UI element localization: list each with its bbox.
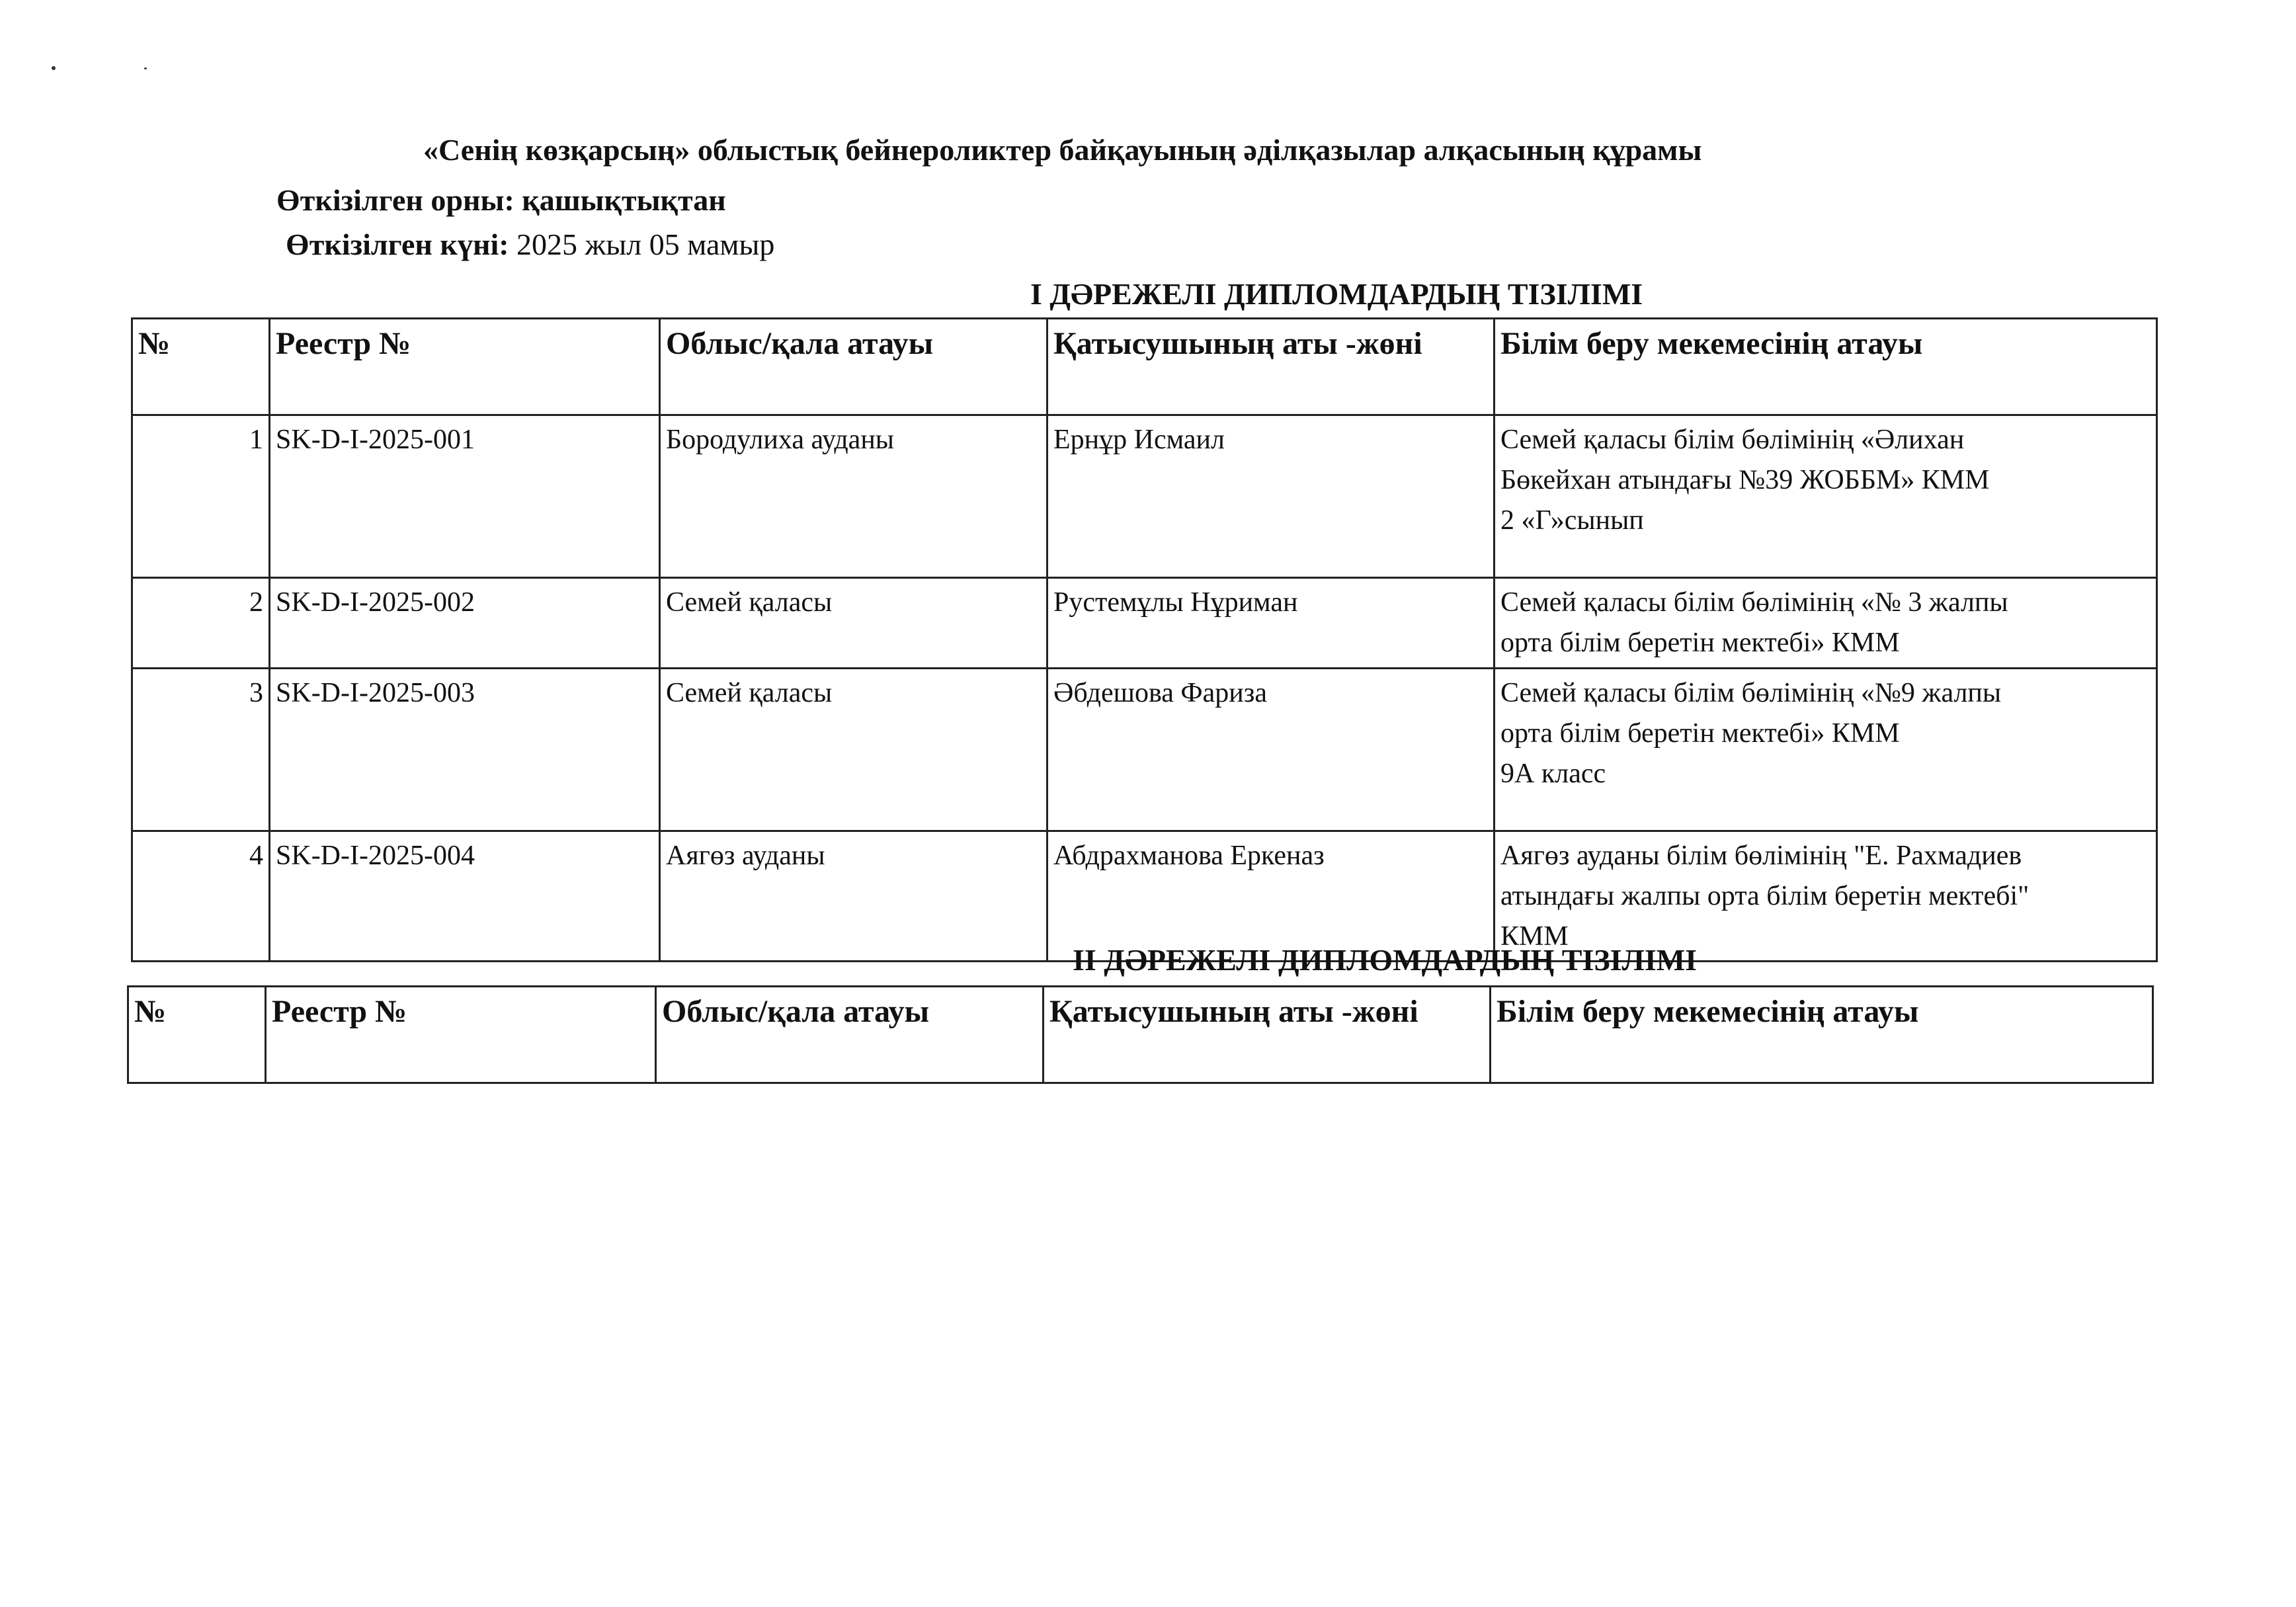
row-number: 2 [132, 578, 270, 669]
institution-line: Семей қаласы білім бөлімінің «№ 3 жалпы [1500, 587, 2008, 618]
institution-line: Семей қаласы білім бөлімінің «Әлихан [1500, 425, 1965, 455]
table-header-row [132, 319, 2157, 415]
row-participant: Абдрахманова Еркеназ [1047, 831, 1495, 962]
venue-value: қашықтықтан [522, 183, 726, 217]
row-registry: SK-D-I-2025-003 [270, 668, 660, 831]
row-region: Бородулиха ауданы [660, 415, 1047, 578]
institution-line: Бөкейхан атындағы №39 ЖОББМ» КММ [1500, 464, 1990, 495]
table-header-row [128, 987, 2153, 1083]
header-region: Облыс/қала атауы [656, 987, 1044, 1083]
header-participant: Қатысушының аты -жөні [1044, 987, 1491, 1083]
row-region: Семей қаласы [660, 578, 1047, 669]
row-region: Аягөз ауданы [660, 831, 1047, 962]
row-registry: SK-D-I-2025-004 [270, 831, 660, 962]
row-registry: SK-D-I-2025-002 [270, 578, 660, 669]
scan-speck [52, 66, 56, 70]
institution-line: Аягөз ауданы білім бөлімінің "Е. Рахмадиев [1500, 840, 2022, 871]
venue-line [276, 183, 726, 218]
row-region: Семей қаласы [660, 668, 1047, 831]
header-region: Облыс/қала атауы [660, 319, 1047, 415]
row-number: 3 [132, 668, 270, 831]
date-label: Өткізілген күні: [286, 227, 509, 261]
institution-line: 2 «Г»сынып [1500, 505, 1644, 536]
institution-line: 9А класс [1500, 758, 1606, 789]
date-value: 2025 жыл 05 мамыр [516, 227, 775, 261]
section2-table [127, 985, 2154, 1084]
table-row [132, 415, 2157, 578]
row-participant: Ернұр Исмаил [1047, 415, 1495, 578]
institution-line: орта білім беретін мектебі» КММ [1500, 627, 1900, 658]
row-institution [1495, 668, 2157, 831]
scan-speck [144, 67, 147, 69]
venue-label: Өткізілген орны: [276, 183, 514, 217]
header-number: № [128, 987, 266, 1083]
institution-line: атындағы жалпы орта білім беретін мектебі" [1500, 880, 2030, 911]
header-institution: Білім беру мекемесінің атауы [1495, 319, 2157, 415]
row-institution [1495, 415, 2157, 578]
header-registry: Реестр № [266, 987, 656, 1083]
date-line [286, 227, 774, 262]
institution-line: КММ [1500, 921, 1569, 952]
header-institution: Білім беру мекемесінің атауы [1491, 987, 2153, 1083]
table-row [132, 578, 2157, 669]
table-row [132, 668, 2157, 831]
row-number: 1 [132, 415, 270, 578]
header-participant: Қатысушының аты -жөні [1047, 319, 1495, 415]
document-title: «Сенің көзқарсың» облыстық бейнероликтер байқауының әділқазылар алқасының құрамы [423, 133, 1702, 167]
row-registry: SK-D-I-2025-001 [270, 415, 660, 578]
section1-table [131, 317, 2158, 962]
institution-line: Семей қаласы білім бөлімінің «№9 жалпы [1500, 677, 2002, 708]
header-number: № [132, 319, 270, 415]
section2-heading: ІІ ДӘРЕЖЕЛІ ДИПЛОМДАРДЫҢ ТІЗІЛІМІ [1073, 943, 1698, 977]
row-participant: Әбдешова Фариза [1047, 668, 1495, 831]
section1-heading: І ДӘРЕЖЕЛІ ДИПЛОМДАРДЫҢ ТІЗІЛІМІ [1030, 277, 1643, 311]
row-participant: Рустемұлы Нұриман [1047, 578, 1495, 669]
header-registry: Реестр № [270, 319, 660, 415]
institution-line: орта білім беретін мектебі» КММ [1500, 718, 1900, 749]
row-institution [1495, 578, 2157, 669]
row-number: 4 [132, 831, 270, 962]
